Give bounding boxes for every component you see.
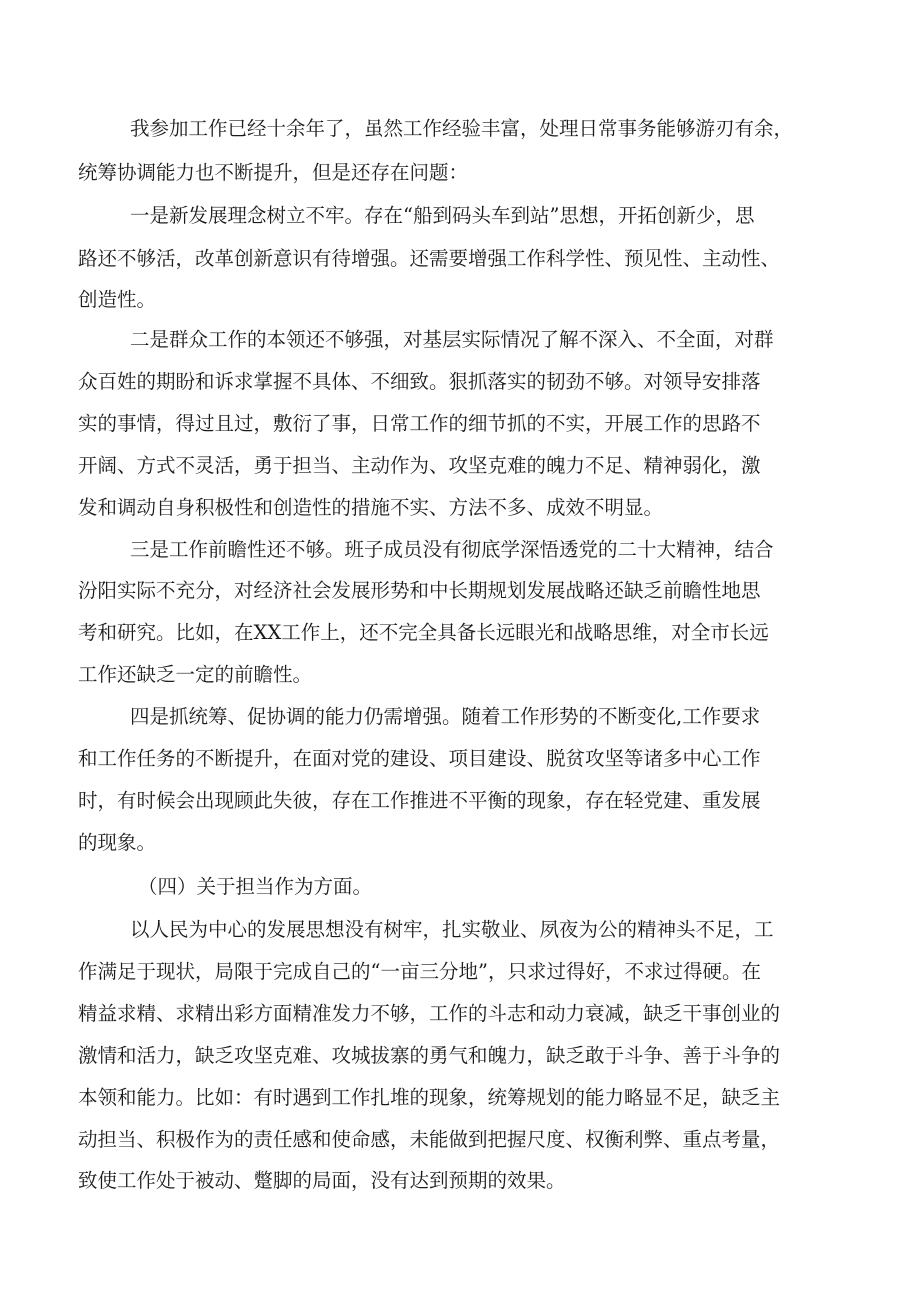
- paragraph-4-line-4: 工作还缺乏一定的前瞻性。: [78, 663, 313, 686]
- paragraph-4-line-3: 考和研究。比如，在XX工作上，还不完全具备长远眼光和战略思维，对全市长远: [78, 621, 769, 644]
- paragraph-5-line-4: 的现象。: [78, 831, 157, 854]
- paragraph-1-line-1: 我参加工作已经十余年了，虽然工作经验丰富，处理日常事务能够游刃有余，: [130, 117, 794, 140]
- paragraph-6-line-5: 本领和能力。比如：有时遇到工作扎堆的现象，统筹规划的能力略显不足，缺乏主: [78, 1086, 781, 1109]
- paragraph-3-line-1: 二是群众工作的本领还不够强，对基层实际情况了解不深入、不全面，对群: [130, 328, 774, 351]
- section-heading-4: （四）关于担当作为方面。: [138, 875, 373, 898]
- paragraph-5-line-2: 和工作任务的不断提升，在面对党的建设、项目建设、脱贫攻坚等诸多中心工作: [78, 747, 761, 770]
- paragraph-2-line-1: 一是新发展理念树立不牢。存在“船到码头车到站”思想，开拓创新少，思: [130, 204, 755, 227]
- paragraph-4-line-1: 三是工作前瞻性还不够。班子成员没有彻底学深悟透党的二十大精神，结合: [130, 538, 774, 561]
- paragraph-6-line-6: 动担当、积极作为的责任感和使命感，未能做到把握尺度、权衡利弊、重点考量，: [78, 1128, 781, 1151]
- paragraph-6-line-1: 以人民为中心的发展思想没有树牢，扎实敬业、夙夜为公的精神头不足，工: [130, 918, 774, 941]
- paragraph-1-line-2: 统筹协调能力也不断提升，但是还存在问题：: [78, 161, 469, 184]
- paragraph-2-line-3: 创造性。: [78, 288, 157, 311]
- paragraph-3-line-4: 开阔、方式不灵活，勇于担当、主动作为、攻坚克难的魄力不足、精神弱化，激: [78, 454, 761, 477]
- paragraph-6-line-4: 激情和活力，缺乏攻坚克难、攻城拔寨的勇气和魄力，缺乏敢于斗争、善于斗争的: [78, 1044, 781, 1067]
- paragraph-5-line-1: 四是抓统筹、促协调的能力仍需增强。随着工作形势的不断变化,工作要求: [130, 705, 761, 728]
- paragraph-4-line-2: 汾阳实际不充分，对经济社会发展形势和中长期规划发展战略还缺乏前瞻性地思: [78, 579, 761, 602]
- paragraph-6-line-7: 致使工作处于被动、蹩脚的局面，没有达到预期的效果。: [78, 1169, 566, 1192]
- paragraph-6-line-2: 作满足于现状，局限于完成自己的“一亩三分地”，只求过得好，不求过得硬。在: [78, 960, 761, 983]
- paragraph-3-line-5: 发和调动自身积极性和创造性的措施不实、方法不多、成效不明显。: [78, 496, 664, 519]
- paragraph-5-line-3: 时，有时候会出现顾此失彼，存在工作推进不平衡的现象，存在轻党建、重发展: [78, 789, 761, 812]
- paragraph-2-line-2: 路还不够活，改革创新意识有待增强。还需要增强工作科学性、预见性、主动性、: [78, 247, 781, 270]
- paragraph-6-line-3: 精益求精、求精出彩方面精准发力不够，工作的斗志和动力衰减，缺乏干事创业的: [78, 1002, 781, 1025]
- paragraph-3-line-2: 众百姓的期盼和诉求掌握不具体、不细致。狠抓落实的韧劲不够。对领导安排落: [78, 370, 761, 393]
- paragraph-3-line-3: 实的事情，得过且过，敷衍了事，日常工作的细节抓的不实，开展工作的思路不: [78, 412, 761, 435]
